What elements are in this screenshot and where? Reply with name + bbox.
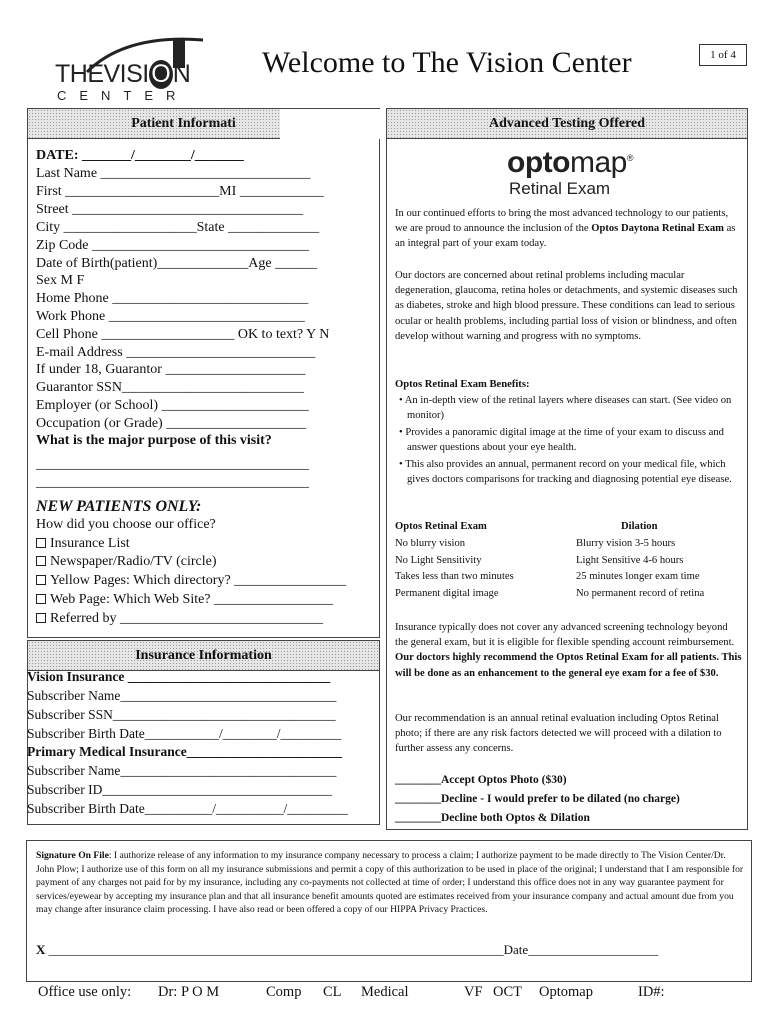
dilation-compare-item: Light Sensitive 4-6 hours	[576, 554, 684, 566]
benefit-item: • An in-depth view of the retinal layers where diseases can start. (See video on monitor)	[399, 395, 732, 422]
visit-purpose-line[interactable]: _______________________________________	[36, 475, 309, 490]
insurance-field[interactable]: Subscriber Name________________________________	[27, 688, 337, 703]
insurance-field[interactable]: Subscriber SSN_________________________________	[27, 707, 336, 722]
insurance-field[interactable]: Subscriber Birth Date__________/__________/_________	[27, 801, 348, 816]
optos-compare-item: Permanent digital image	[395, 587, 499, 599]
patient-field[interactable]: First ______________________MI ____________	[36, 184, 324, 199]
choose-option-label: Yellow Pages: Which directory? ________________	[50, 573, 347, 588]
patient-field[interactable]: Cell Phone ___________________ OK to text? Y N	[36, 327, 330, 342]
patient-field[interactable]: City ___________________State _____________	[36, 220, 320, 235]
signature-authorization-text: Signature On File: I authorize release of any information to my insurance company necessary to process a claim; I authorize payment to be made directly to The Vision Center/Dr. John Plow; I authorize use of this form on all my insurance submissions and permit a copy of this authorization to be used in place of the original; I understand that I am responsible for payment of any charges not paid for by my insurance, including any co-payments not collected at time of order; I understand this office does not in any way guarantee payment for services/eyewear by accepting my insurance plan and that all insurance benefit amounts quoted are estimates received from your insurance company and actual amount due from you may change after insurance claim processing. I have also read or been offered a copy of our HIPPA Privacy Practices.	[36, 850, 744, 915]
accept-optos-option[interactable]: ________Accept Optos Photo ($30)	[395, 774, 567, 786]
decline-dilate-option[interactable]: ________Decline - I would prefer to be dilated (no charge)	[395, 793, 680, 805]
patient-field[interactable]: Work Phone ____________________________	[36, 309, 305, 324]
doctors-concern: Our doctors are concerned about retinal problems including macular degeneration, glaucoma, retina holes or detachments, and systemic diseases such as diabetes, stroke and high blood pressure. These conditions can lead to serious ocular or health problems, including partial loss of vision or blindness, and often develop without warning and progress with no symptoms.	[395, 270, 738, 342]
page-title: Welcome to The Vision Center	[262, 46, 632, 79]
patient-field[interactable]: Guarantor SSN__________________________	[36, 380, 304, 395]
optomap-logo-subtitle: Retinal Exam	[509, 179, 611, 198]
choose-option-label: Web Page: Which Web Site? _________________	[50, 592, 334, 607]
patient-field[interactable]: If under 18, Guarantor ____________________	[36, 362, 306, 377]
compare-dilation-title: Dilation	[621, 521, 658, 532]
office-vf: VF	[464, 984, 483, 1000]
benefit-item: • Provides a panoramic digital image at the time of your exam to discuss and answer questions about your eye health.	[399, 427, 724, 454]
office-use-label: Office use only:	[38, 984, 132, 1000]
choose-option-label: Newspaper/Radio/TV (circle)	[50, 554, 217, 569]
office-cl: CL	[323, 984, 342, 1000]
patient-field[interactable]: Date of Birth(patient)_____________Age ______	[36, 256, 318, 271]
insurance-field[interactable]: Vision Insurance ______________________________	[27, 669, 331, 684]
optos-compare-item: No Light Sensitivity	[395, 554, 482, 566]
patient-field[interactable]: What is the major purpose of this visit?	[36, 433, 272, 448]
checkbox-icon[interactable]	[36, 613, 46, 623]
decline-both-option[interactable]: ________Decline both Optos & Dilation	[395, 812, 590, 824]
choose-office-question: How did you choose our office?	[36, 517, 216, 532]
office-id: ID#:	[638, 984, 665, 1000]
patient-field[interactable]: DATE: _______/________/_______	[36, 148, 244, 163]
patient-field[interactable]: Occupation (or Grade) ____________________	[36, 416, 307, 431]
choose-option-checkbox[interactable]	[36, 591, 333, 608]
vision-center-logo	[55, 22, 215, 102]
heading-mask	[280, 109, 380, 139]
choose-option-checkbox[interactable]	[36, 572, 346, 589]
signature-line[interactable]: X ______________________________________________________________________Date____________________	[36, 942, 659, 957]
patient-field[interactable]: E-mail Address ___________________________	[36, 345, 316, 360]
dilation-compare-item: 25 minutes longer exam time	[576, 571, 700, 582]
office-oct: OCT	[493, 984, 522, 1000]
choose-option-checkbox[interactable]	[36, 610, 323, 627]
optos-intro: In our continued efforts to bring the most advanced technology to our patients, we are proud to announce the inclusion of the Optos Daytona Retinal Exam as an integral part of your exam today.	[395, 208, 736, 250]
office-optomap: Optomap	[539, 984, 593, 1000]
recommendation-text: Our recommendation is an annual retinal evaluation including Optos Retinal photo; if there are any risk factors detected we will proceed with a dilation to further assess any concerns.	[395, 713, 722, 755]
logo-center-text: CENTER	[57, 88, 189, 103]
insurance-field[interactable]: Subscriber Name________________________________	[27, 763, 337, 778]
insurance-information-heading: Insurance Information	[28, 641, 379, 671]
optomap-logo: optomap®	[507, 146, 633, 179]
visit-purpose-line[interactable]: _______________________________________	[36, 457, 309, 472]
insurance-field[interactable]: Subscriber ID__________________________________	[27, 782, 332, 797]
checkbox-icon[interactable]	[36, 538, 46, 548]
office-dr: Dr: P O M	[158, 984, 220, 1000]
dilation-compare-item: No permanent record of retina	[576, 587, 705, 599]
insurance-note: Insurance typically does not cover any advanced screening technology beyond the general exam, but it is eligible for flexible spending account reimbursement. Our doctors highly recommend the Optos Retinal Exam for all patients. This will be done as an enhancement to the general eye exam for a fee of $30.	[395, 622, 742, 679]
patient-field[interactable]: Last Name ______________________________	[36, 166, 311, 181]
checkbox-icon[interactable]	[36, 575, 46, 585]
compare-optos-title: Optos Retinal Exam	[395, 521, 487, 532]
insurance-field[interactable]: Primary Medical Insurance_______________________	[27, 744, 342, 759]
patient-field[interactable]: Sex M F	[36, 273, 85, 288]
office-medical: Medical	[361, 984, 409, 1000]
patient-field[interactable]: Employer (or School) _____________________	[36, 398, 309, 413]
choose-option-label: Referred by _____________________________	[50, 611, 323, 626]
choose-option-label: Insurance List	[50, 536, 130, 551]
benefits-title: Optos Retinal Exam Benefits:	[395, 379, 530, 390]
advanced-testing-heading: Advanced Testing Offered	[387, 109, 747, 139]
optos-compare-item: No blurry vision	[395, 538, 466, 549]
checkbox-icon[interactable]	[36, 594, 46, 604]
checkbox-icon[interactable]	[36, 556, 46, 566]
logo-wordmark: THEVISI O N	[55, 60, 191, 88]
patient-information-heading: Patient Informati	[28, 109, 379, 139]
office-comp: Comp	[266, 984, 302, 1000]
insurance-field[interactable]: Subscriber Birth Date___________/________/_________	[27, 726, 342, 741]
patient-field[interactable]: Street _________________________________	[36, 202, 304, 217]
new-patients-title: NEW PATIENTS ONLY:	[36, 498, 202, 515]
patient-field[interactable]: Home Phone ____________________________	[36, 291, 309, 306]
dilation-compare-item: Blurry vision 3-5 hours	[576, 538, 676, 549]
choose-option-checkbox[interactable]	[36, 553, 217, 570]
benefit-item: • This also provides an annual, permanent record on your medical file, which gives doctors comparisons for tracking and diagnosing potential eye disease.	[399, 459, 732, 486]
choose-option-checkbox[interactable]	[36, 535, 130, 552]
patient-field[interactable]: Zip Code _______________________________	[36, 238, 309, 253]
optos-compare-item: Takes less than two minutes	[395, 571, 514, 582]
page-number-badge: 1 of 4	[699, 44, 747, 66]
